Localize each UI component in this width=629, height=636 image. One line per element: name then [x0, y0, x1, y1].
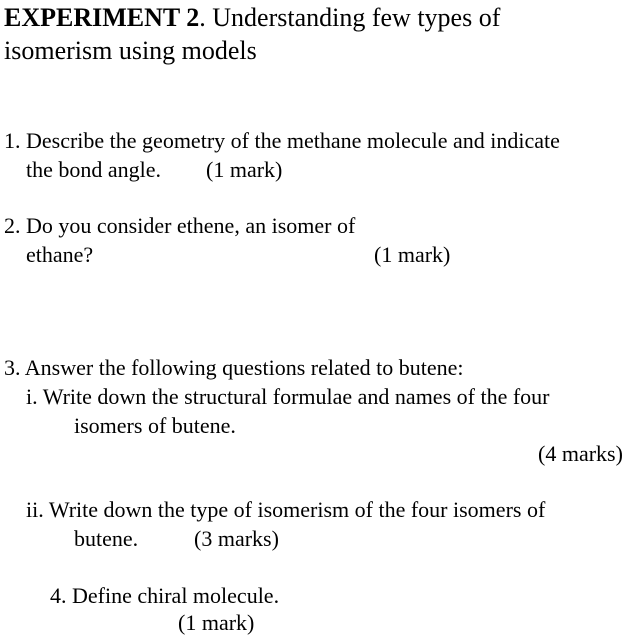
question-3i-text-cont: isomers of butene.	[74, 413, 236, 438]
question-3i-text: i. Write down the structural formulae and names of the four	[26, 384, 550, 409]
experiment-label: EXPERIMENT 2	[4, 3, 200, 32]
question-1-text: 1. Describe the geometry of the methane molecule and indicate	[4, 128, 560, 153]
question-3ii-text-cont: butene.	[74, 526, 139, 551]
question-2-text: 2. Do you consider ethene, an isomer of	[4, 213, 356, 238]
question-3ii-marks: (3 marks)	[194, 526, 279, 551]
question-4-text: 4. Define chiral molecule.	[50, 583, 280, 608]
question-2-text-cont: ethane?	[26, 242, 94, 267]
question-1-marks: (1 mark)	[206, 157, 283, 182]
question-3-text: 3. Answer the following questions related to butene:	[4, 355, 464, 380]
question-3i-marks: (4 marks)	[538, 441, 623, 466]
title-text: . Understanding few types of	[199, 3, 501, 32]
page-title-line-2: isomerism using models	[4, 36, 257, 65]
question-4-marks: (1 mark)	[178, 610, 255, 635]
question-3ii-text: ii. Write down the type of isomerism of the four isomers of	[26, 497, 546, 522]
question-1-text-cont: the bond angle.	[26, 157, 162, 182]
page-title	[4, 3, 500, 33]
question-2-marks: (1 mark)	[374, 242, 451, 267]
